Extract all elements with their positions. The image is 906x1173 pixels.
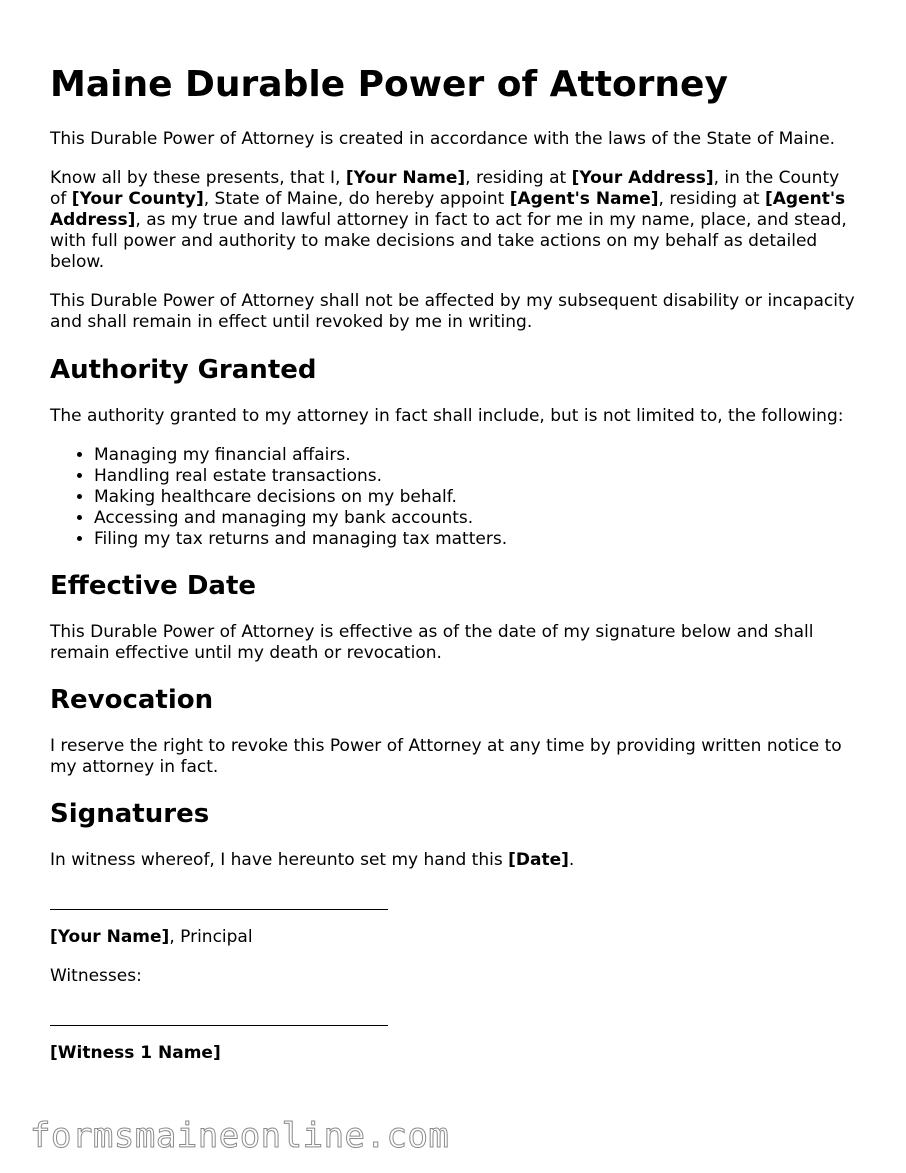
appointment-paragraph [50,168,856,273]
intro-paragraph: This Durable Power of Attorney is created in accordance with the laws of the State of Maine. [50,129,836,149]
your-name-placeholder: [Your Name] [345,168,466,188]
agent-name-placeholder: [Agent's Name] [509,189,659,209]
whereof-end: . [568,850,575,870]
appointment-text-4: , State of Maine, do hereby appoint [203,189,510,209]
witness-1-name-placeholder: [Witness 1 Name] [50,1043,221,1063]
effective-date-heading: Effective Date [50,571,257,601]
principal-name-placeholder: [Your Name] [50,927,170,947]
whereof-text: In witness whereof, I have hereunto set my hand this [50,850,509,870]
witness-whereof-paragraph [50,850,856,871]
durability-paragraph: This Durable Power of Attorney shall not be affected by my subsequent disability or incapacity and shall remain in effect until revoked by me in writing. [50,291,855,332]
appointment-text-6: , as my true and lawful attorney in fact to act for me in my name, place, and stead, with full power and authority to make decisions and take actions on my behalf as detailed below. [50,210,847,272]
list-item: • Filing my tax returns and managing tax matters. [94,529,856,550]
your-county-placeholder: [Your County] [71,189,204,209]
principal-label [50,927,856,948]
list-item: • Managing my financial affairs. [94,445,856,466]
authority-heading: Authority Granted [50,355,317,385]
page-title: Maine Durable Power of Attorney [50,64,728,105]
witness-1-signature-line [50,1025,388,1026]
principal-suffix: , Principal [169,927,253,947]
signatures-heading: Signatures [50,799,210,829]
appointment-text-3: , in the County of [50,168,840,209]
principal-signature-line [50,909,388,910]
appointment-text-5: , residing at [658,189,765,209]
list-item: • Accessing and managing my bank accounts. [94,508,856,529]
authority-list [50,445,856,550]
list-item: • Making healthcare decisions on my behalf. [94,487,856,508]
list-item: • Handling real estate transactions. [94,466,856,487]
effective-date-paragraph: This Durable Power of Attorney is effective as of the date of my signature below and shall remain effective until my death or revocation. [50,622,814,663]
appointment-text-2: , residing at [465,168,572,188]
document-page [50,0,856,1064]
appointment-text-1: Know all by these presents, that I, [50,168,346,188]
site-watermark: formsmaineonline.com [30,1116,450,1156]
date-placeholder: [Date] [508,850,569,870]
revocation-heading: Revocation [50,685,214,715]
revocation-paragraph: I reserve the right to revoke this Power of Attorney at any time by providing written notice to my attorney in fact. [50,736,842,777]
authority-intro: The authority granted to my attorney in fact shall include, but is not limited to, the following: [50,406,844,426]
agent-address-placeholder: [Agent's Address] [50,189,846,230]
witnesses-label: Witnesses: [50,966,142,986]
your-address-placeholder: [Your Address] [571,168,714,188]
witness-1-label [50,1043,856,1064]
